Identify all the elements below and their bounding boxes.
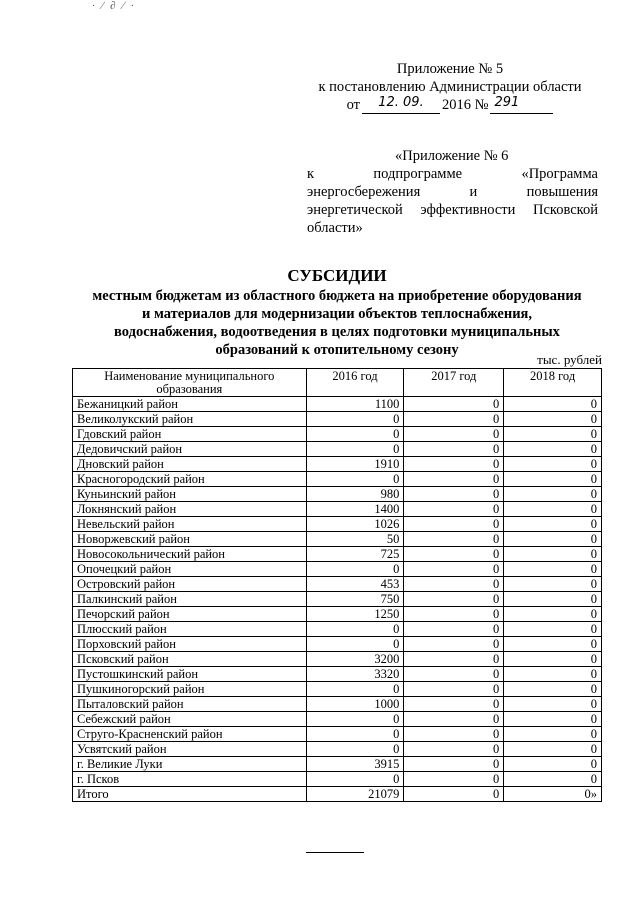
title-line-3: водоснабжения, водоотведения в целях подготовки муниципальных (114, 324, 560, 340)
cell-amount: 0 (404, 457, 504, 472)
cell-amount: 0 (306, 472, 404, 487)
cell-amount: 0 (404, 487, 504, 502)
table-row (73, 457, 602, 472)
cell-amount: 0 (504, 697, 602, 712)
cell-amount: 0 (504, 427, 602, 442)
cell-amount: 0 (404, 412, 504, 427)
cell-municipality: Струго-Красненский район (73, 727, 307, 742)
cell-municipality: Новосокольнический район (73, 547, 307, 562)
title-line-1: местным бюджетам из областного бюджета на приобретение оборудования (92, 288, 582, 304)
cell-municipality: Итого (73, 787, 307, 802)
cell-amount: 0 (404, 562, 504, 577)
cell-amount: 1910 (306, 457, 404, 472)
handwritten-date: 12. 09. (362, 96, 440, 114)
cell-amount: 0 (404, 742, 504, 757)
cell-amount: 0 (404, 637, 504, 652)
table-row (73, 577, 602, 592)
cell-amount: 0 (504, 517, 602, 532)
table-row (73, 652, 602, 667)
cell-amount: 0 (504, 487, 602, 502)
cell-municipality: Гдовский район (73, 427, 307, 442)
cell-amount: 0 (404, 727, 504, 742)
table-row (73, 517, 602, 532)
cell-amount: 0 (404, 532, 504, 547)
cell-amount: 0 (404, 652, 504, 667)
table-row (73, 502, 602, 517)
cell-amount: 0 (504, 652, 602, 667)
cell-municipality: Красногородский район (73, 472, 307, 487)
table-row (73, 562, 602, 577)
table-row (73, 772, 602, 787)
cell-amount: 0 (504, 442, 602, 457)
header-2018: 2018 год (504, 369, 602, 397)
cell-municipality: г. Псков (73, 772, 307, 787)
cell-municipality: Куньинский район (73, 487, 307, 502)
title-line-4: образований к отопительному сезону (215, 342, 459, 358)
cell-municipality: Печорский район (73, 607, 307, 622)
corner-scribble: · ∕ ∂ ∕ · (92, 0, 136, 12)
table-header-row (73, 369, 602, 397)
cell-amount: 0 (404, 772, 504, 787)
document-title (70, 265, 604, 359)
cell-amount: 0 (404, 427, 504, 442)
cell-municipality: Пушкиногорский район (73, 682, 307, 697)
table-row (73, 472, 602, 487)
cell-amount: 0 (504, 682, 602, 697)
cell-amount: 0 (504, 622, 602, 637)
header-2016: 2016 год (306, 369, 404, 397)
cell-municipality: Пыталовский район (73, 697, 307, 712)
cell-amount: 0 (404, 667, 504, 682)
cell-amount: 0 (404, 472, 504, 487)
table-row (73, 637, 602, 652)
cell-amount: 0 (504, 502, 602, 517)
cell-amount: 0» (504, 787, 602, 802)
footer-divider (306, 852, 364, 853)
cell-municipality: Себежский район (73, 712, 307, 727)
table-row (73, 397, 602, 412)
table-row (73, 532, 602, 547)
cell-municipality: Опочецкий район (73, 562, 307, 577)
cell-amount: 0 (404, 682, 504, 697)
cell-amount: 0 (404, 502, 504, 517)
cell-amount: 0 (306, 742, 404, 757)
subsidies-table (72, 368, 602, 802)
cell-amount: 0 (504, 577, 602, 592)
cell-amount: 0 (404, 517, 504, 532)
table-row (73, 547, 602, 562)
appendix-6-title: «Приложение № 6 (395, 148, 509, 164)
appendix-5-decree: к постановлению Администрации области (318, 79, 582, 95)
appendix-6-line-3: энергетической эффективности Псковской (307, 202, 598, 218)
cell-amount: 0 (404, 712, 504, 727)
cell-amount: 0 (504, 562, 602, 577)
cell-amount: 0 (404, 757, 504, 772)
cell-municipality: Порховский район (73, 637, 307, 652)
appendix-6-line-1: к подпрограмме «Программа (307, 166, 598, 182)
cell-amount: 725 (306, 547, 404, 562)
cell-amount: 0 (404, 592, 504, 607)
cell-amount: 1400 (306, 502, 404, 517)
cell-amount: 0 (404, 397, 504, 412)
appendix-6-header (307, 147, 598, 237)
table-row (73, 622, 602, 637)
cell-amount: 0 (306, 412, 404, 427)
table-row (73, 427, 602, 442)
cell-amount: 0 (306, 772, 404, 787)
cell-amount: 0 (504, 742, 602, 757)
appendix-6-line-2: энергосбережения и повышения (307, 184, 598, 200)
header-2017: 2017 год (404, 369, 504, 397)
table-row (73, 442, 602, 457)
cell-municipality: Локнянский район (73, 502, 307, 517)
cell-amount: 0 (306, 682, 404, 697)
table-row (73, 412, 602, 427)
units-label: тыс. рублей (537, 352, 602, 367)
cell-municipality: Дедовичский район (73, 442, 307, 457)
cell-amount: 980 (306, 487, 404, 502)
appendix-6-line-4: области» (307, 220, 363, 236)
cell-municipality: Невельский район (73, 517, 307, 532)
cell-amount: 3320 (306, 667, 404, 682)
table-row (73, 712, 602, 727)
cell-amount: 0 (504, 472, 602, 487)
cell-amount: 0 (404, 787, 504, 802)
cell-amount: 0 (404, 622, 504, 637)
cell-amount: 0 (504, 772, 602, 787)
table-row (73, 742, 602, 757)
cell-amount: 0 (504, 727, 602, 742)
cell-amount: 0 (404, 577, 504, 592)
cell-municipality: Островский район (73, 577, 307, 592)
cell-amount: 0 (306, 712, 404, 727)
cell-amount: 0 (306, 622, 404, 637)
table-body (73, 397, 602, 802)
cell-municipality: Новоржевский район (73, 532, 307, 547)
cell-amount: 0 (306, 427, 404, 442)
cell-amount: 0 (404, 697, 504, 712)
date-prefix: от (346, 97, 360, 113)
title-line-2: и материалов для модернизации объектов теплоснабжения, (141, 306, 533, 322)
cell-amount: 50 (306, 532, 404, 547)
cell-municipality: Палкинский район (73, 592, 307, 607)
cell-municipality: Плюсский район (73, 622, 307, 637)
cell-municipality: Усвятский район (73, 742, 307, 757)
cell-amount: 0 (404, 607, 504, 622)
cell-amount: 1000 (306, 697, 404, 712)
cell-amount: 0 (504, 532, 602, 547)
cell-amount: 0 (404, 442, 504, 457)
table-row (73, 697, 602, 712)
table-row (73, 487, 602, 502)
appendix-5-date-line (300, 96, 600, 114)
table-row (73, 727, 602, 742)
cell-amount: 0 (504, 667, 602, 682)
cell-amount: 3200 (306, 652, 404, 667)
cell-amount: 0 (504, 712, 602, 727)
appendix-5-header (300, 60, 600, 114)
cell-amount: 0 (504, 397, 602, 412)
cell-municipality: Великолукский район (73, 412, 307, 427)
decree-year: 2016 № (441, 97, 489, 113)
cell-amount: 453 (306, 577, 404, 592)
cell-amount: 1026 (306, 517, 404, 532)
cell-amount: 0 (504, 757, 602, 772)
cell-amount: 0 (306, 562, 404, 577)
cell-municipality: Бежаницкий район (73, 397, 307, 412)
cell-amount: 1100 (306, 397, 404, 412)
cell-municipality: Дновский район (73, 457, 307, 472)
table-row (73, 787, 602, 802)
handwritten-number: 291 (490, 96, 553, 114)
cell-amount: 0 (504, 457, 602, 472)
cell-amount: 0 (504, 547, 602, 562)
cell-amount: 0 (306, 442, 404, 457)
cell-municipality: Пустошкинский район (73, 667, 307, 682)
cell-amount: 0 (404, 547, 504, 562)
table-row (73, 757, 602, 772)
cell-amount: 0 (504, 412, 602, 427)
cell-amount: 21079 (306, 787, 404, 802)
cell-amount: 3915 (306, 757, 404, 772)
table-row (73, 667, 602, 682)
title-main: СУБСИДИИ (287, 266, 387, 285)
cell-amount: 0 (504, 637, 602, 652)
cell-municipality: г. Великие Луки (73, 757, 307, 772)
appendix-5-title: Приложение № 5 (396, 61, 504, 77)
table-row (73, 592, 602, 607)
cell-amount: 0 (306, 727, 404, 742)
header-municipality: Наименование муниципального образования (73, 369, 307, 397)
cell-amount: 750 (306, 592, 404, 607)
cell-amount: 0 (504, 607, 602, 622)
cell-amount: 1250 (306, 607, 404, 622)
cell-amount: 0 (504, 592, 602, 607)
table-row (73, 607, 602, 622)
cell-amount: 0 (306, 637, 404, 652)
table-row (73, 682, 602, 697)
cell-municipality: Псковский район (73, 652, 307, 667)
